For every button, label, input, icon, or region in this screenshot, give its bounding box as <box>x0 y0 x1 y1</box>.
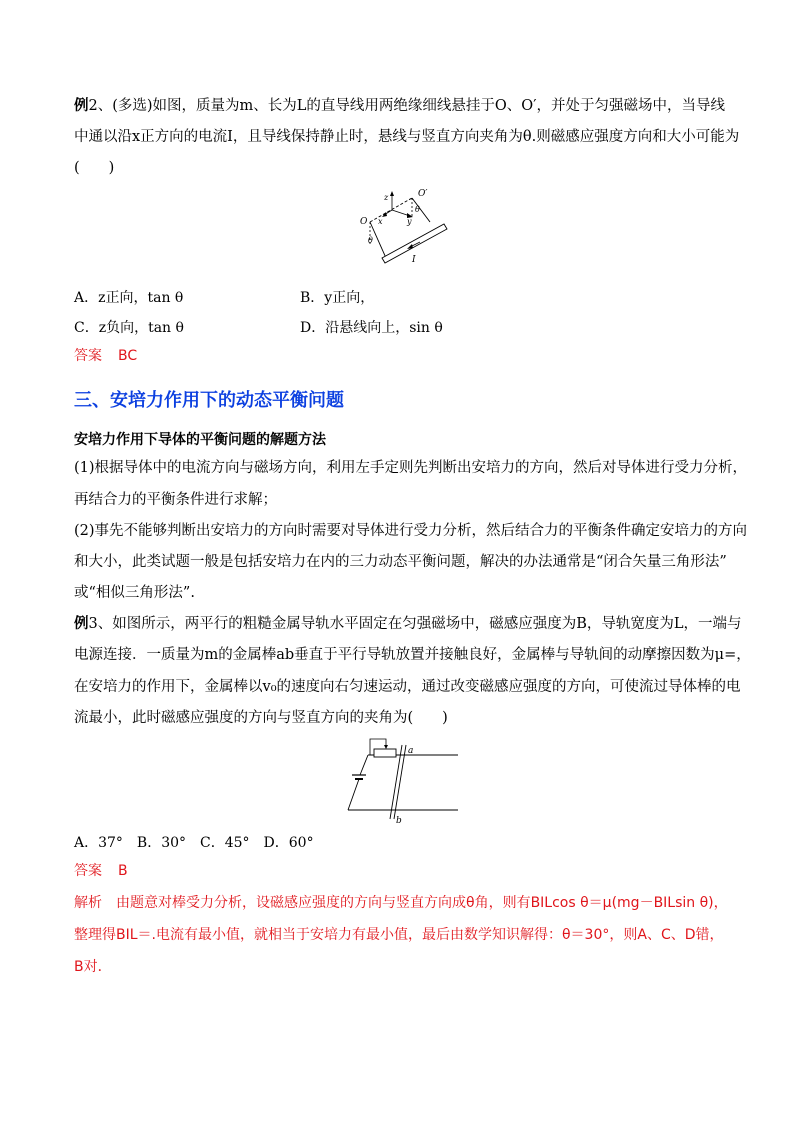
example3-label: 例 <box>74 615 89 632</box>
fig1-label-x: x <box>378 217 383 226</box>
fig1-label-z: z <box>384 193 389 202</box>
example3-options: A．37° B．30° C．45° D．60° <box>74 835 314 851</box>
section-subheading: 安培力作用下导体的平衡问题的解题方法 <box>74 432 326 448</box>
method-2-line2: 和大小，此类试题一般是包括安培力在内的三力动态平衡问题，解决的办法通常是“闭合矢量三角形法” <box>74 554 727 570</box>
analysis-label: 解析 <box>74 895 102 911</box>
example3-answer <box>74 861 128 881</box>
example3-line2: 电源连接．一质量为m的金属棒ab垂直于平行导轨放置并接触良好，金属棒与导轨间的动摩擦因数为μ=， <box>74 647 751 663</box>
answer3-value: B <box>118 863 128 879</box>
answer-label: 答案 <box>74 348 102 364</box>
fig1-label-theta-top: θ <box>415 205 420 214</box>
fig1-label-I: I <box>412 255 416 265</box>
method-2-line3: 或“相似三角形法”. <box>74 585 195 601</box>
example3-text1: 3、如图所示，两平行的粗糙金属导轨水平固定在匀强磁场中，磁感应强度为B，导轨宽度为L，一端与 <box>88 616 742 632</box>
fig2-label-a: a <box>408 746 414 756</box>
section-heading: 三、安培力作用下的动态平衡问题 <box>74 390 344 411</box>
analysis-line1 <box>74 893 728 913</box>
analysis-text1: 由题意对棒受力分析，设磁感应强度的方向与竖直方向成θ角，则有BILcos θ＝μ(mg－BILsin θ)， <box>116 895 728 911</box>
analysis-line2: 整理得BIL＝.电流有最小值，就相当于安培力有最小值，最后由数学知识解得：θ＝30°，则A、C、D错， <box>74 927 724 943</box>
rail-circuit-figure <box>340 735 464 825</box>
fig1-label-O: O <box>360 217 368 227</box>
option-c: C．z负向，tan θ <box>74 320 184 336</box>
example2-line2: 中通以沿x正方向的电流I，且导线保持静止时，悬线与竖直方向夹角为θ.则磁感应强度方向和大小可能为 <box>74 129 740 145</box>
option-d: D．沿悬线向上，sin θ <box>300 320 443 336</box>
method-2-line1: (2)事先不能够判断出安培力的方向时需要对导体进行受力分析，然后结合力的平衡条件确定安培力的方向 <box>74 523 748 539</box>
method-1-line2: 再结合力的平衡条件进行求解； <box>74 492 277 508</box>
example2-answer <box>74 346 137 366</box>
analysis-line3: B对． <box>74 959 112 975</box>
example-label: 例 <box>74 97 89 114</box>
example3-line1 <box>74 614 742 634</box>
answer-value: BC <box>118 348 138 364</box>
fig1-label-theta-left: θ <box>368 236 373 245</box>
example3-line3: 在安培力的作用下，金属棒以v₀的速度向右匀速运动，通过改变磁感应强度的方向，可使流过导体棒的电 <box>74 679 741 695</box>
example3-line4: 流最小，此时磁感应强度的方向与竖直方向的夹角为( ) <box>74 710 448 726</box>
fig1-label-y: y <box>407 217 412 226</box>
example2-line1 <box>74 96 725 116</box>
example2-text1: 2、(多选)如图，质量为m、长为L的直导线用两绝缘细线悬挂于O、O′，并处于匀强磁场中，当导线 <box>88 98 725 114</box>
option-a: A．z正向，tan θ <box>74 290 184 306</box>
fig2-label-b: b <box>396 816 402 825</box>
answer3-label: 答案 <box>74 863 102 879</box>
hanging-wire-figure <box>340 182 460 270</box>
option-b: B．y正向， <box>300 290 375 306</box>
method-1-line1: (1)根据导体中的电流方向与磁场方向，利用左手定则先判断出安培力的方向，然后对导体进行受力分析， <box>74 460 748 476</box>
fig1-label-Oprime: O′ <box>418 189 428 199</box>
example2-line3: ( ) <box>74 160 115 176</box>
